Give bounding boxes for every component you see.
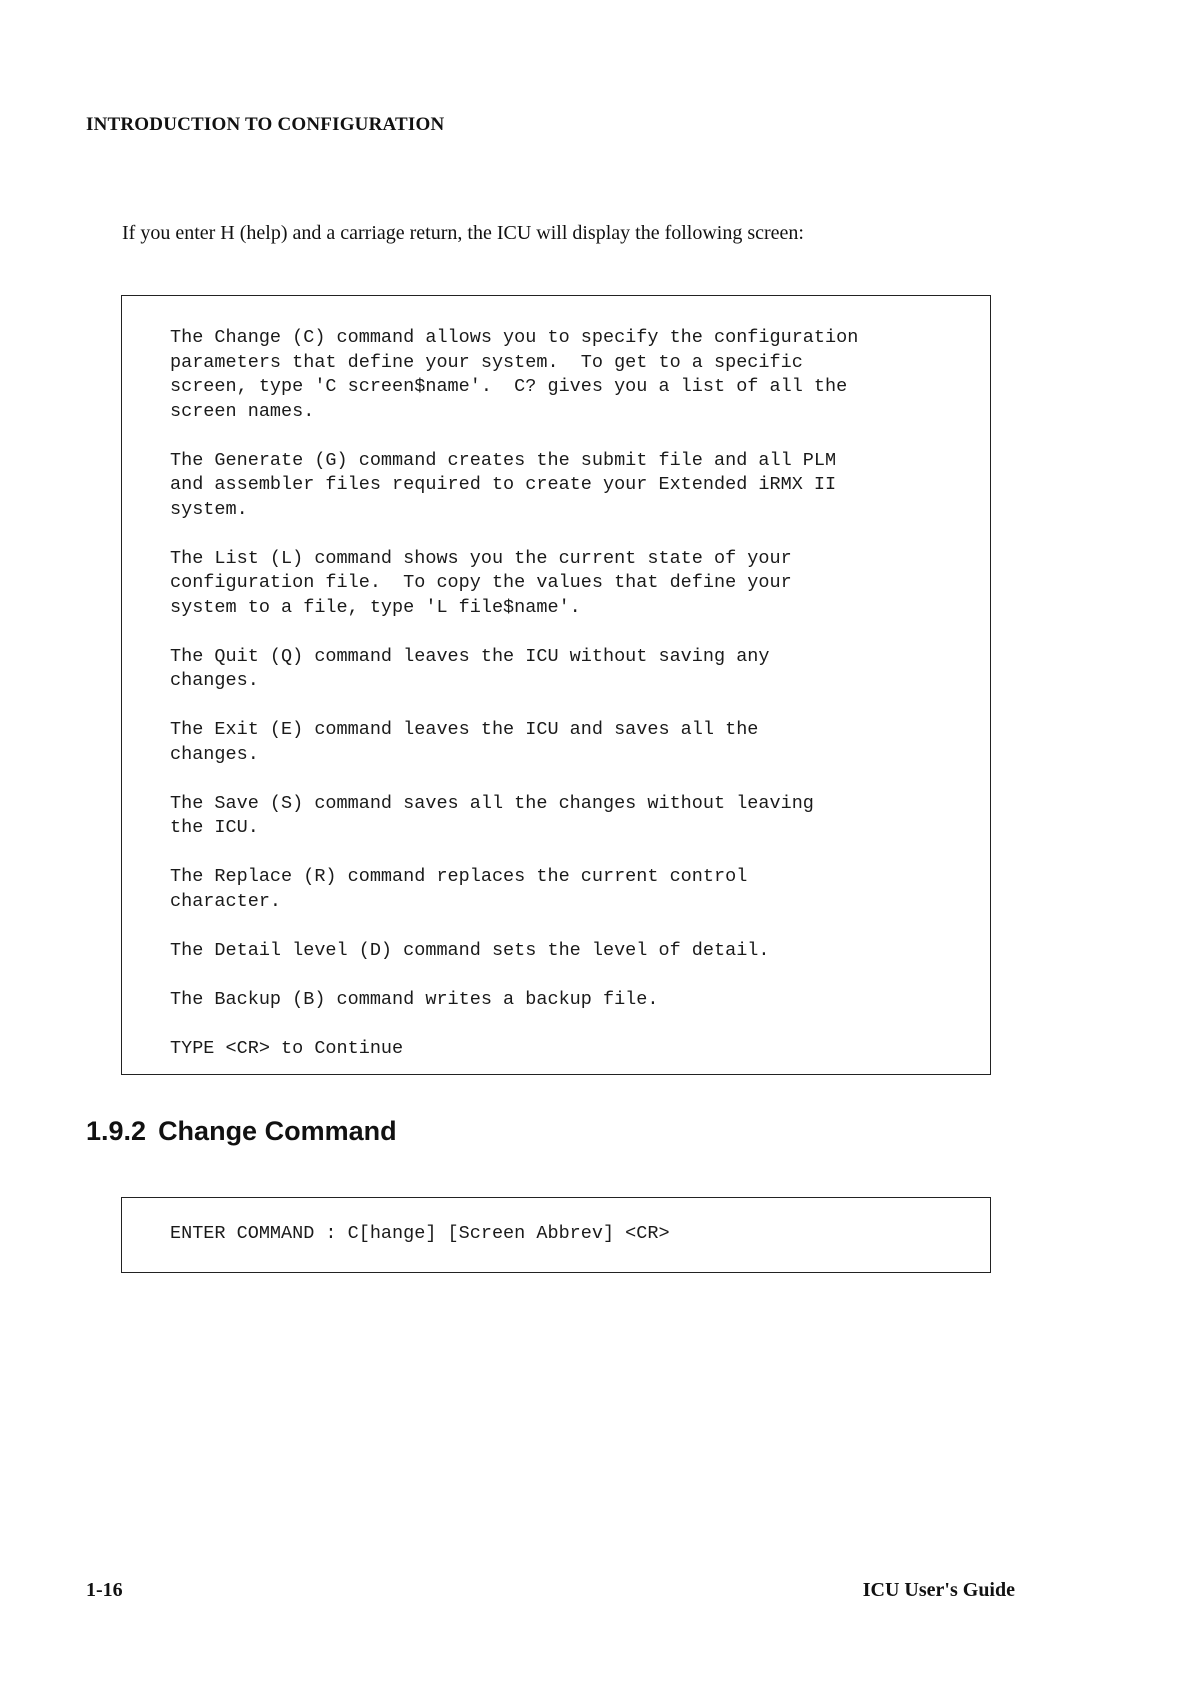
screen-line: The Backup (B) command writes a backup file. bbox=[170, 988, 659, 1010]
screen-line: character. bbox=[170, 890, 282, 912]
help-screen-text bbox=[170, 326, 858, 1061]
screen-blank-line bbox=[170, 914, 858, 939]
command-syntax-line: ENTER COMMAND : C[hange] [Screen Abbrev] <CR> bbox=[170, 1223, 670, 1244]
screen-blank-line bbox=[170, 767, 858, 792]
intro-paragraph: If you enter H (help) and a carriage return, the ICU will display the following screen: bbox=[122, 222, 804, 244]
screen-line: the ICU. bbox=[170, 817, 259, 838]
screen-line: The Save (S) command saves all the changes without leaving bbox=[170, 792, 814, 814]
screen-line: parameters that define your system. To get to a specific bbox=[170, 351, 803, 373]
screen-line: and assembler files required to create your Extended iRMX II bbox=[170, 474, 837, 495]
book-title: ICU User's Guide bbox=[862, 1579, 1015, 1601]
screen-line: system to a file, type 'L file$name'. bbox=[170, 596, 581, 618]
screen-line: screen, type 'C screen$name'. C? gives you a list of all the bbox=[170, 376, 848, 397]
screen-line: The Change (C) command allows you to specify the configuration bbox=[170, 327, 859, 348]
screen-blank-line bbox=[170, 620, 858, 645]
screen-blank-line bbox=[170, 963, 858, 988]
screen-blank-line bbox=[170, 522, 858, 547]
screen-line: The Detail level (D) command sets the level of detail. bbox=[170, 939, 770, 961]
help-screen-box bbox=[121, 295, 991, 1075]
screen-line: The Replace (R) command replaces the current control bbox=[170, 866, 748, 887]
screen-line: system. bbox=[170, 498, 248, 520]
page-number: 1-16 bbox=[86, 1579, 123, 1601]
screen-line: changes. bbox=[170, 743, 259, 765]
screen-blank-line bbox=[170, 694, 858, 719]
screen-line: The List (L) command shows you the current state of your bbox=[170, 547, 792, 569]
screen-line: changes. bbox=[170, 670, 259, 691]
screen-line: screen names. bbox=[170, 400, 315, 422]
command-box bbox=[121, 1197, 991, 1273]
section-number: 1.9.2 bbox=[86, 1116, 147, 1146]
screen-blank-line bbox=[170, 424, 858, 449]
screen-line: The Exit (E) command leaves the ICU and saves all the bbox=[170, 719, 759, 740]
screen-blank-line bbox=[170, 1012, 858, 1037]
screen-line: The Quit (Q) command leaves the ICU without saving any bbox=[170, 645, 770, 667]
screen-line: TYPE <CR> to Continue bbox=[170, 1037, 404, 1059]
running-head: INTRODUCTION TO CONFIGURATION bbox=[86, 114, 445, 135]
section-title: Change Command bbox=[158, 1116, 397, 1146]
section-heading bbox=[86, 1116, 397, 1147]
screen-blank-line bbox=[170, 841, 858, 866]
screen-line: The Generate (G) command creates the submit file and all PLM bbox=[170, 449, 837, 471]
screen-line: configuration file. To copy the values that define your bbox=[170, 572, 792, 593]
